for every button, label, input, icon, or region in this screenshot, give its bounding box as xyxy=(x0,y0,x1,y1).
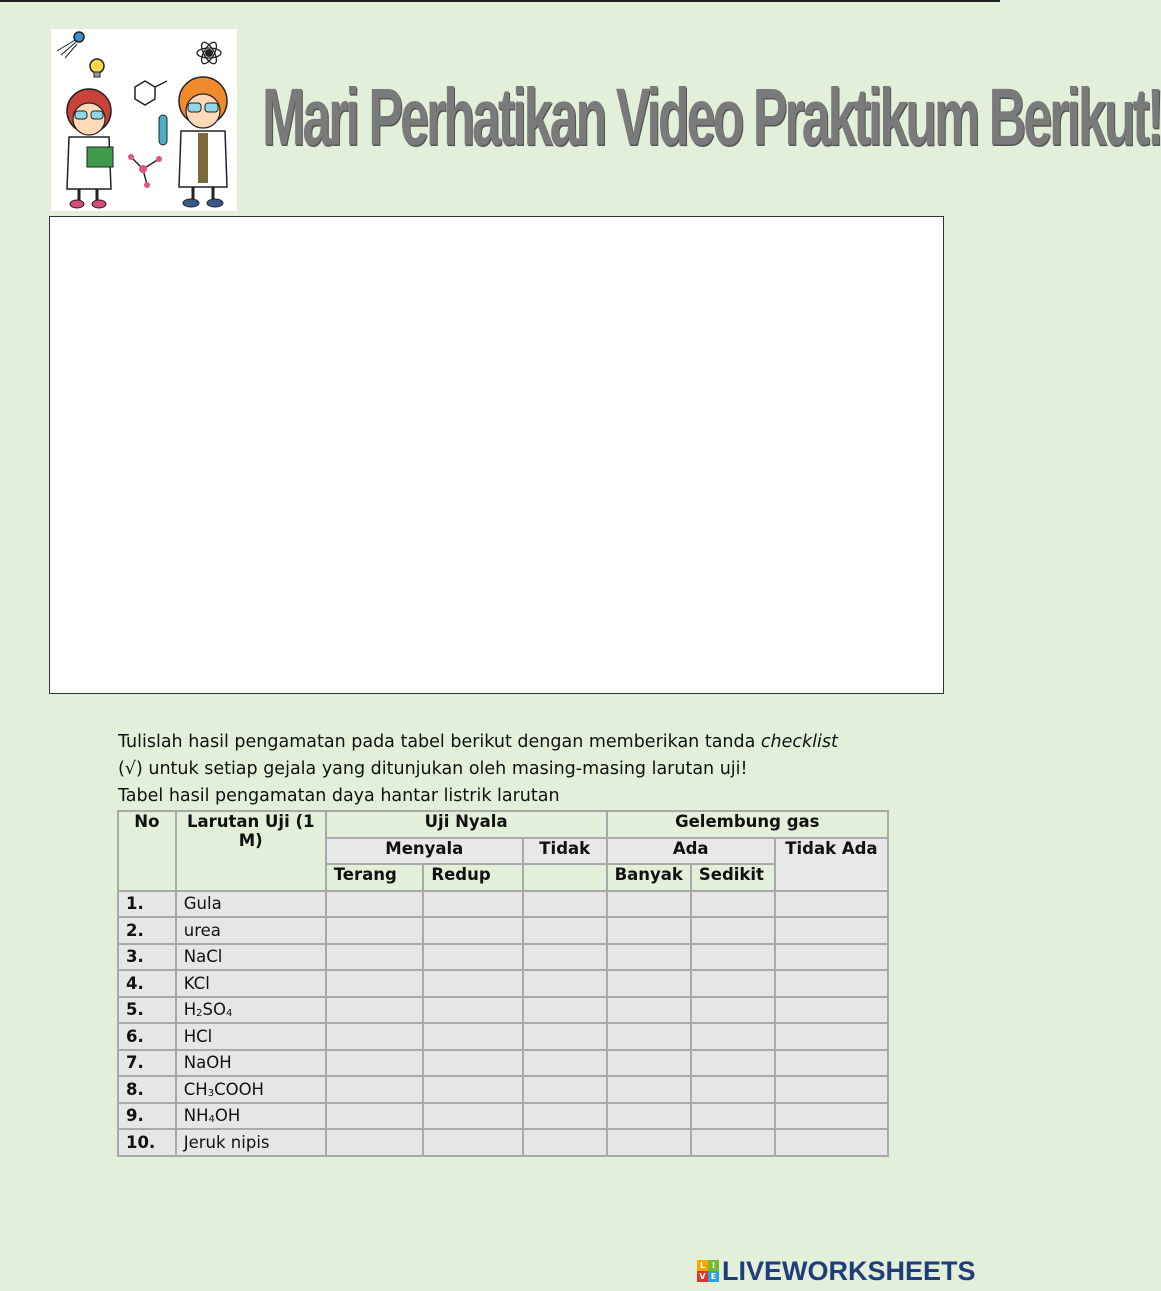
answer-cell-terang[interactable] xyxy=(326,891,424,918)
answer-cell-tidak-ada[interactable] xyxy=(775,1129,888,1156)
answer-cell-sedikit[interactable] xyxy=(691,944,775,971)
solution-name: $NH_4OH$ xyxy=(176,1103,326,1130)
answer-cell-banyak[interactable] xyxy=(607,970,691,997)
header-sedikit: Sedikit xyxy=(691,864,775,891)
answer-cell-banyak[interactable] xyxy=(607,1076,691,1103)
row-number: 8. xyxy=(118,1076,176,1103)
table-row xyxy=(118,944,888,971)
answer-cell-sedikit[interactable] xyxy=(691,1050,775,1077)
solution-name: NaCl xyxy=(176,944,326,971)
video-player-area[interactable] xyxy=(49,216,944,694)
header-ada: Ada xyxy=(607,838,775,865)
answer-cell-terang[interactable] xyxy=(326,970,424,997)
solution-name: Gula xyxy=(176,891,326,918)
answer-cell-banyak[interactable] xyxy=(607,1050,691,1077)
header-no: No xyxy=(118,811,176,891)
answer-cell-redup[interactable] xyxy=(423,1129,523,1156)
answer-cell-terang[interactable] xyxy=(326,1050,424,1077)
header-redup: Redup xyxy=(423,864,523,891)
header-gelembung: Gelembung gas xyxy=(607,811,888,838)
instruction-checklist-word: checklist xyxy=(760,732,838,752)
table-row xyxy=(118,1103,888,1130)
answer-cell-redup[interactable] xyxy=(423,1023,523,1050)
answer-cell-banyak[interactable] xyxy=(607,1129,691,1156)
answer-cell-tidak-ada[interactable] xyxy=(775,970,888,997)
answer-cell-redup[interactable] xyxy=(423,1103,523,1130)
row-number: 3. xyxy=(118,944,176,971)
header-larutan: Larutan Uji (1 M) xyxy=(176,811,326,891)
logo-letter: V xyxy=(697,1271,708,1282)
answer-cell-terang[interactable] xyxy=(326,1129,424,1156)
solution-name: Jeruk nipis xyxy=(176,1129,326,1156)
solution-name: KCl xyxy=(176,970,326,997)
answer-cell-sedikit[interactable] xyxy=(691,917,775,944)
answer-cell-sedikit[interactable] xyxy=(691,1103,775,1130)
page-title: Mari Perhatikan Video Praktikum Berikut! xyxy=(262,73,1161,164)
answer-cell-sedikit[interactable] xyxy=(691,970,775,997)
answer-cell-terang[interactable] xyxy=(326,1103,424,1130)
table-row xyxy=(118,997,888,1024)
logo-letter: I xyxy=(708,1260,719,1271)
answer-cell-redup[interactable] xyxy=(423,1050,523,1077)
answer-cell-tidak[interactable] xyxy=(523,944,607,971)
instruction-line2: (√) untuk setiap gejala yang ditunjukan oleh masing-masing larutan uji! xyxy=(118,759,748,779)
answer-cell-banyak[interactable] xyxy=(607,944,691,971)
answer-cell-redup[interactable] xyxy=(423,1076,523,1103)
answer-cell-sedikit[interactable] xyxy=(691,1023,775,1050)
answer-cell-tidak[interactable] xyxy=(523,891,607,918)
row-number: 5. xyxy=(118,997,176,1024)
header-terang: Terang xyxy=(326,864,424,891)
answer-cell-banyak[interactable] xyxy=(607,997,691,1024)
answer-cell-tidak[interactable] xyxy=(523,1076,607,1103)
brand-name: LIVEWORKSHEETS xyxy=(722,1255,976,1286)
table-caption: Tabel hasil pengamatan daya hantar listrik larutan xyxy=(118,786,560,806)
table-row xyxy=(118,1023,888,1050)
answer-cell-banyak[interactable] xyxy=(607,1103,691,1130)
answer-cell-terang[interactable] xyxy=(326,1076,424,1103)
answer-cell-tidak-ada[interactable] xyxy=(775,891,888,918)
row-number: 7. xyxy=(118,1050,176,1077)
answer-cell-redup[interactable] xyxy=(423,997,523,1024)
row-number: 6. xyxy=(118,1023,176,1050)
solution-name: HCl xyxy=(176,1023,326,1050)
solution-name: NaOH xyxy=(176,1050,326,1077)
table-row xyxy=(118,891,888,918)
answer-cell-sedikit[interactable] xyxy=(691,1129,775,1156)
logo-letter: L xyxy=(697,1260,708,1271)
instruction-line1: Tulislah hasil pengamatan pada tabel berikut dengan memberikan tanda xyxy=(118,732,761,752)
liveworksheets-brand xyxy=(697,1256,976,1286)
answer-cell-tidak[interactable] xyxy=(523,1050,607,1077)
answer-cell-redup[interactable] xyxy=(423,891,523,918)
answer-cell-tidak-ada[interactable] xyxy=(775,1023,888,1050)
answer-cell-tidak[interactable] xyxy=(523,1129,607,1156)
answer-cell-tidak[interactable] xyxy=(523,1103,607,1130)
answer-cell-redup[interactable] xyxy=(423,944,523,971)
answer-cell-banyak[interactable] xyxy=(607,891,691,918)
table-row xyxy=(118,917,888,944)
row-number: 2. xyxy=(118,917,176,944)
answer-cell-tidak-ada[interactable] xyxy=(775,944,888,971)
table-row xyxy=(118,1076,888,1103)
answer-cell-tidak-ada[interactable] xyxy=(775,1076,888,1103)
answer-cell-redup[interactable] xyxy=(423,970,523,997)
row-number: 10. xyxy=(118,1129,176,1156)
header-banyak: Banyak xyxy=(607,864,691,891)
answer-cell-tidak[interactable] xyxy=(523,917,607,944)
row-number: 4. xyxy=(118,970,176,997)
answer-cell-tidak[interactable] xyxy=(523,1023,607,1050)
liveworksheets-logo-icon xyxy=(697,1260,719,1282)
answer-cell-tidak-ada[interactable] xyxy=(775,1050,888,1077)
header-tidak-ada: Tidak Ada xyxy=(775,838,888,891)
header-menyala: Menyala xyxy=(326,838,523,865)
row-number: 9. xyxy=(118,1103,176,1130)
top-border-line xyxy=(0,0,1000,2)
answer-cell-sedikit[interactable] xyxy=(691,997,775,1024)
header-tidak: Tidak xyxy=(523,838,607,865)
answer-cell-terang[interactable] xyxy=(326,1023,424,1050)
answer-cell-banyak[interactable] xyxy=(607,917,691,944)
header-uji-nyala: Uji Nyala xyxy=(326,811,607,838)
answer-cell-terang[interactable] xyxy=(326,997,424,1024)
observation-table xyxy=(117,810,889,1157)
answer-cell-tidak-ada[interactable] xyxy=(775,997,888,1024)
table-row xyxy=(118,970,888,997)
solution-name: $H_2SO_4$ xyxy=(176,997,326,1024)
answer-cell-sedikit[interactable] xyxy=(691,1076,775,1103)
instructions xyxy=(118,729,898,783)
answer-cell-terang[interactable] xyxy=(326,944,424,971)
scientist-kids-illustration xyxy=(51,29,237,211)
answer-cell-terang[interactable] xyxy=(326,917,424,944)
answer-cell-sedikit[interactable] xyxy=(691,891,775,918)
answer-cell-tidak-ada[interactable] xyxy=(775,917,888,944)
answer-cell-banyak[interactable] xyxy=(607,1023,691,1050)
header-tidak-blank xyxy=(523,864,607,891)
answer-cell-tidak[interactable] xyxy=(523,997,607,1024)
table-row xyxy=(118,1129,888,1156)
solution-name: urea xyxy=(176,917,326,944)
solution-name: $CH_3COOH$ xyxy=(176,1076,326,1103)
row-number: 1. xyxy=(118,891,176,918)
table-row xyxy=(118,1050,888,1077)
answer-cell-tidak[interactable] xyxy=(523,970,607,997)
answer-cell-redup[interactable] xyxy=(423,917,523,944)
answer-cell-tidak-ada[interactable] xyxy=(775,1103,888,1130)
logo-letter: E xyxy=(708,1271,719,1282)
